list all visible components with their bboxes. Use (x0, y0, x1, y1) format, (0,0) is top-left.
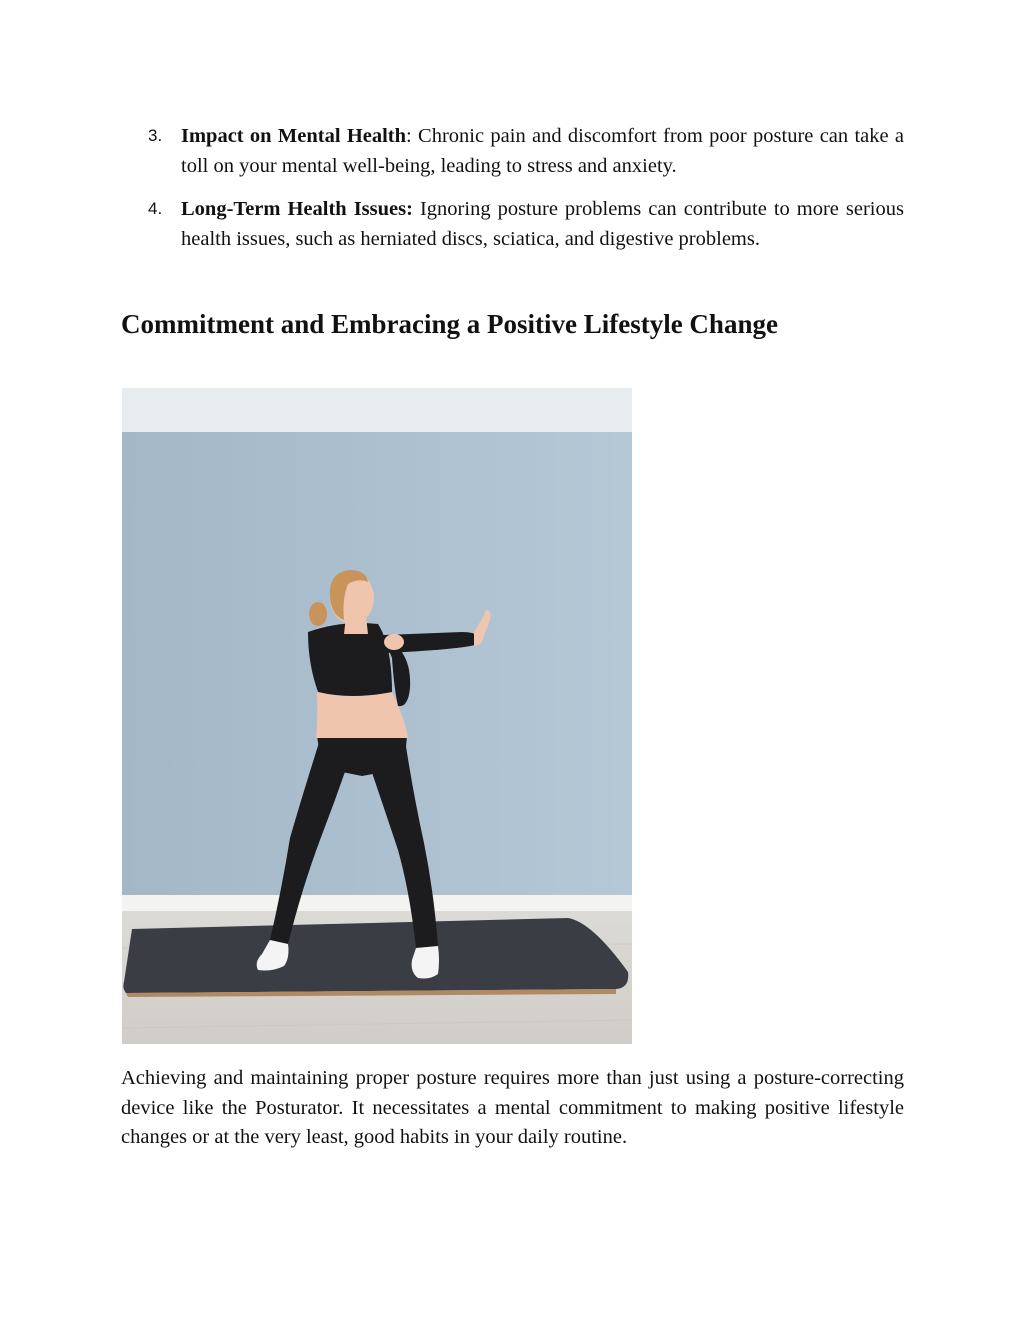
ponytail (309, 602, 327, 626)
photo-ceiling (122, 388, 632, 432)
photo-baseboard (122, 895, 632, 911)
list-item-text: Ignoring posture problems can contribute to more serious health issues, such as herniated discs, sciatica, and digestive problems. (181, 198, 904, 250)
right-sock (412, 946, 439, 979)
numbered-list (148, 121, 904, 267)
list-item (148, 121, 904, 181)
list-number: 3. (148, 126, 163, 145)
list-item-title: Impact on Mental Health (181, 125, 407, 147)
yoga-mat (123, 918, 628, 993)
holding-hand (384, 634, 404, 650)
section-heading: Commitment and Embracing a Positive Lifestyle Change (121, 309, 778, 339)
list-item (148, 194, 904, 254)
list-number: 4. (148, 199, 163, 218)
list-item-separator: : (406, 125, 412, 147)
body-paragraph: Achieving and maintaining proper posture requires more than just using a posture-correcting device like the Posturator. It necessitates a mental commitment to making positive lifestyle changes or at the very least, good habits in your daily routine. (121, 1067, 904, 1148)
list-item-title: Long-Term Health Issues: (181, 198, 413, 220)
list-item-text: Chronic pain and discomfort from poor posture can take a toll on your mental well-being, leading to stress and anxiety. (181, 125, 905, 177)
stretching-woman-photo (122, 388, 632, 1044)
midriff (316, 690, 408, 738)
